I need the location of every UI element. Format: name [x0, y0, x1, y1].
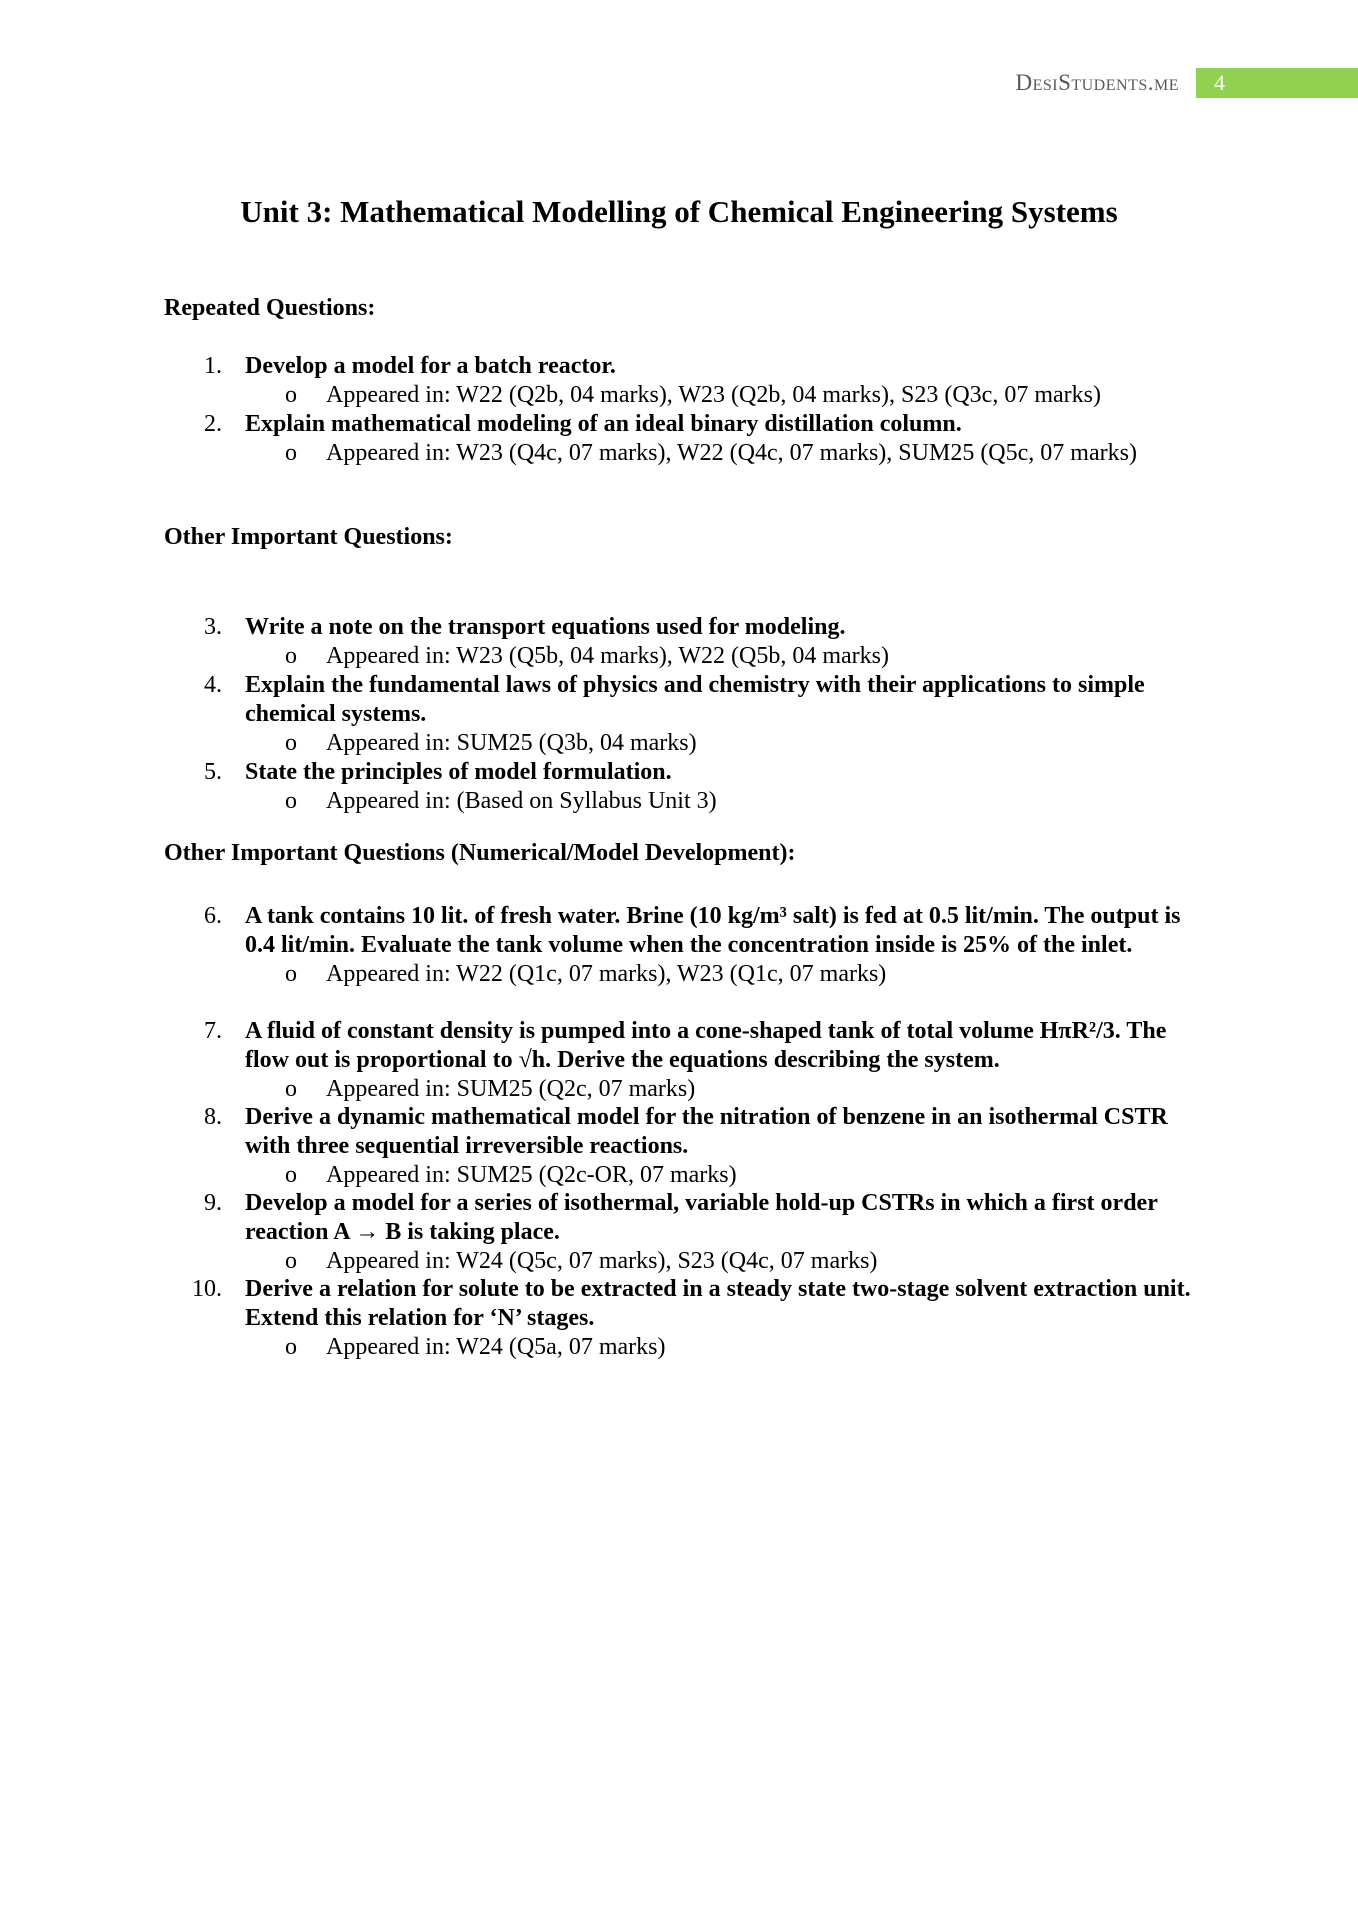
page-header [1015, 68, 1358, 98]
appeared-line [245, 787, 1204, 816]
question-10 [164, 1275, 1204, 1362]
question-3 [164, 613, 1204, 671]
page-title: Unit 3: Mathematical Modelling of Chemical Engineering Systems [240, 194, 1118, 229]
question-9 [164, 1189, 1204, 1276]
appeared-text: Appeared in: W24 (Q5c, 07 marks), S23 (Q4c, 07 marks) [326, 1248, 878, 1274]
bullet-marker: o [285, 1334, 297, 1360]
appeared-line [245, 1247, 1204, 1276]
appeared-line [245, 729, 1204, 758]
question-number: 8. [204, 1104, 222, 1130]
question-text: State the principles of model formulation. [245, 759, 672, 785]
appeared-line [245, 1161, 1204, 1190]
question-number: 7. [204, 1018, 222, 1044]
appeared-line [245, 439, 1204, 468]
appeared-text: Appeared in: SUM25 (Q2c-OR, 07 marks) [326, 1162, 737, 1188]
appeared-text: Appeared in: W24 (Q5a, 07 marks) [326, 1334, 666, 1360]
question-text: Develop a model for a batch reactor. [245, 353, 616, 379]
bullet-marker: o [285, 440, 297, 466]
question-text: A fluid of constant density is pumped into a cone-shaped tank of total volume HπR²/3. The flow out is proportional to √h. Derive the equations describing the system. [245, 1018, 1167, 1073]
section-heading-numerical: Other Important Questions (Numerical/Model Development): [164, 840, 796, 866]
bullet-marker: o [285, 643, 297, 669]
appeared-text: Appeared in: W23 (Q5b, 04 marks), W22 (Q5b, 04 marks) [326, 643, 889, 669]
appeared-text: Appeared in: W22 (Q1c, 07 marks), W23 (Q1c, 07 marks) [326, 961, 887, 987]
bullet-marker: o [285, 1076, 297, 1102]
bullet-marker: o [285, 1162, 297, 1188]
appeared-line [245, 960, 1204, 989]
bullet-marker: o [285, 730, 297, 756]
site-name: DesiStudents.me [1015, 70, 1179, 95]
bullet-marker: o [285, 382, 297, 408]
appeared-line [245, 642, 1204, 671]
question-text: Write a note on the transport equations used for modeling. [245, 614, 846, 640]
question-text: Develop a model for a series of isothermal, variable hold-up CSTRs in which a first order reaction A → B is taking place. [245, 1190, 1158, 1245]
question-7 [164, 1017, 1204, 1104]
bullet-marker: o [285, 961, 297, 987]
page-number-badge: 4 [1196, 68, 1358, 98]
appeared-text: Appeared in: W22 (Q2b, 04 marks), W23 (Q2b, 04 marks), S23 (Q3c, 07 marks) [326, 382, 1101, 408]
section-heading-repeated: Repeated Questions: [164, 295, 376, 321]
question-number: 2. [204, 411, 222, 437]
question-number: 9. [204, 1190, 222, 1216]
section-heading-other: Other Important Questions: [164, 524, 453, 550]
question-8 [164, 1103, 1204, 1190]
bullet-marker: o [285, 788, 297, 814]
appeared-line [245, 1333, 1204, 1362]
appeared-text: Appeared in: W23 (Q4c, 07 marks), W22 (Q4c, 07 marks), SUM25 (Q5c, 07 marks) [326, 440, 1137, 466]
appeared-text: Appeared in: SUM25 (Q3b, 04 marks) [326, 730, 697, 756]
question-6 [164, 902, 1204, 989]
appeared-line [245, 381, 1204, 410]
question-number: 5. [204, 759, 222, 785]
question-number: 1. [204, 353, 222, 379]
question-5 [164, 758, 1204, 816]
bullet-marker: o [285, 1248, 297, 1274]
question-number: 10. [192, 1276, 222, 1302]
question-text: Derive a dynamic mathematical model for the nitration of benzene in an isothermal CSTR with three sequential irreversible reactions. [245, 1104, 1168, 1159]
question-2 [164, 410, 1204, 468]
appeared-text: Appeared in: SUM25 (Q2c, 07 marks) [326, 1076, 696, 1102]
question-number: 4. [204, 672, 222, 698]
question-text: Derive a relation for solute to be extracted in a steady state two-stage solvent extraction unit. Extend this relation for ‘N’ stages. [245, 1276, 1191, 1331]
question-text: Explain the fundamental laws of physics and chemistry with their applications to simple chemical systems. [245, 672, 1145, 727]
question-1 [164, 352, 1204, 410]
question-text: A tank contains 10 lit. of fresh water. Brine (10 kg/m³ salt) is fed at 0.5 lit/min. The output is 0.4 lit/min. Evaluate the tank volume when the concentration inside is 25% of the inlet. [245, 903, 1181, 958]
appeared-line [245, 1075, 1204, 1104]
question-number: 3. [204, 614, 222, 640]
question-text: Explain mathematical modeling of an ideal binary distillation column. [245, 411, 962, 437]
appeared-text: Appeared in: (Based on Syllabus Unit 3) [326, 788, 717, 814]
question-4 [164, 671, 1204, 758]
question-number: 6. [204, 903, 222, 929]
